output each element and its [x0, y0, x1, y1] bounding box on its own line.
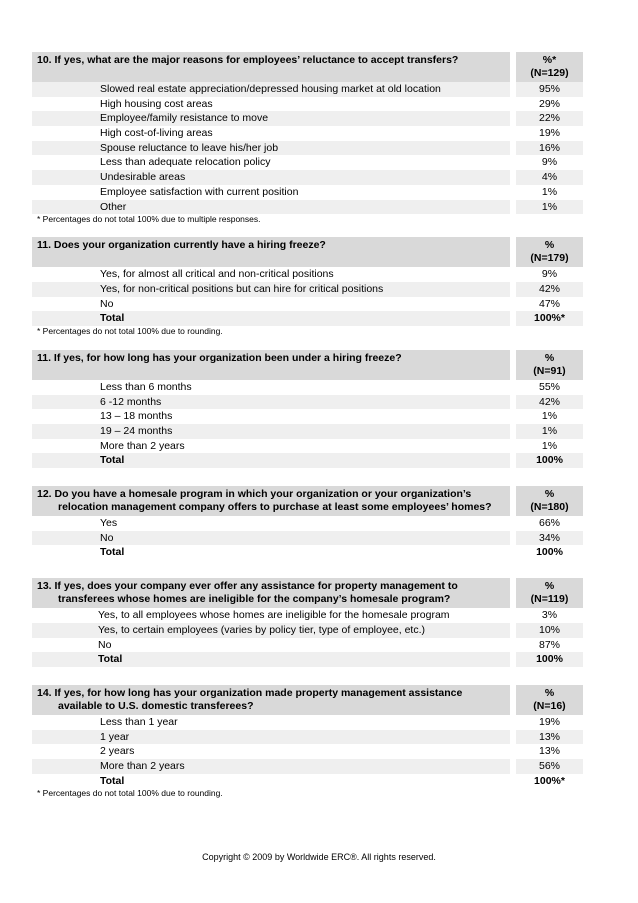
row-value: 9%: [541, 268, 558, 281]
row-label: 6 -12 months: [32, 395, 510, 410]
percent-label: %: [544, 488, 555, 501]
question-section-14: [32, 685, 583, 799]
table-row: [32, 97, 583, 112]
row-label: Total: [32, 311, 510, 326]
percent-header: [516, 578, 583, 608]
table-row: [32, 267, 583, 282]
row-label: More than 2 years: [32, 759, 510, 774]
row-label: Slowed real estate appreciation/depressed housing market at old location: [32, 82, 510, 97]
row-value: 19%: [538, 715, 560, 728]
row-value: 1%: [516, 200, 583, 215]
question-header: [32, 350, 583, 380]
question-section-12: [32, 486, 583, 560]
row-label: Total: [100, 774, 125, 787]
table-row-total: [32, 311, 583, 326]
row-label: Less than 6 months: [100, 380, 192, 393]
table-row: [32, 141, 583, 156]
percent-header: [516, 52, 583, 82]
row-value: 42%: [516, 395, 583, 410]
row-value: 1%: [516, 424, 583, 439]
survey-page: [32, 52, 583, 812]
row-value: 42%: [516, 282, 583, 297]
row-value: 1%: [541, 439, 558, 452]
n-label: (N=119): [530, 593, 569, 606]
percent-label: %: [544, 580, 555, 593]
percent-label: %: [544, 686, 555, 699]
row-value: 10%: [516, 623, 583, 638]
row-value: 47%: [538, 297, 560, 310]
row-value: 13%: [538, 745, 560, 758]
table-row: [32, 126, 583, 141]
row-label: Employee satisfaction with current position: [100, 185, 299, 198]
row-label: Other: [32, 200, 510, 215]
table-row: [32, 111, 583, 126]
table-row: [32, 155, 583, 170]
question-section-11: [32, 237, 583, 337]
row-value: 13%: [516, 730, 583, 745]
row-value: 55%: [538, 380, 560, 393]
table-row: [32, 730, 583, 745]
row-label: Total: [100, 546, 125, 559]
table-row-total: [32, 545, 583, 560]
row-value: 34%: [516, 531, 583, 546]
n-label: (N=16): [533, 699, 566, 712]
table-row-total: [32, 652, 583, 667]
question-header: [32, 237, 583, 267]
n-label: (N=179): [530, 252, 569, 265]
question-section-13: [32, 578, 583, 667]
table-row: [32, 715, 583, 730]
question-header: [32, 486, 583, 516]
table-row: [32, 395, 583, 410]
row-label: No: [32, 531, 510, 546]
row-label: Less than adequate relocation policy: [100, 156, 271, 169]
row-label: Undesirable areas: [32, 170, 510, 185]
n-label: (N=180): [530, 501, 569, 514]
row-label: More than 2 years: [100, 439, 185, 452]
percent-header: [516, 350, 583, 380]
percent-label: %: [544, 239, 555, 252]
row-label: 13 – 18 months: [100, 410, 173, 423]
row-label: 1 year: [32, 730, 510, 745]
table-row: [32, 424, 583, 439]
table-row-total: [32, 774, 583, 789]
row-value: 9%: [541, 156, 558, 169]
table-row: [32, 297, 583, 312]
table-row: [32, 82, 583, 97]
question-text: 14. If yes, for how long has your organization made property management assistance available to U.S. domestic transferees?: [32, 685, 510, 715]
row-value: 16%: [516, 141, 583, 156]
question-text: 11. If yes, for how long has your organization been under a hiring freeze?: [32, 350, 510, 380]
question-text: 11. Does your organization currently have a hiring freeze?: [32, 237, 510, 267]
row-value: 19%: [538, 127, 560, 140]
table-row: [32, 170, 583, 185]
row-value: 3%: [541, 609, 558, 622]
row-value: 100%: [516, 453, 583, 468]
footnote: * Percentages do not total 100% due to multiple responses.: [37, 214, 261, 225]
table-row: [32, 516, 583, 531]
n-label: (N=91): [533, 364, 566, 377]
table-row: [32, 531, 583, 546]
row-label: Yes, to all employees whose homes are ineligible for the homesale program: [98, 609, 450, 622]
row-value: 29%: [538, 97, 560, 110]
percent-header: [516, 685, 583, 715]
row-label: No: [100, 297, 114, 310]
question-section-11-followup: [32, 350, 583, 468]
question-text: 13. If yes, does your company ever offer any assistance for property management to transferees whose homes are ineligible for the company’s homesale program?: [32, 578, 510, 608]
table-row: [32, 608, 583, 623]
row-label: Yes, for non-critical positions but can hire for critical positions: [32, 282, 510, 297]
row-label: Spouse reluctance to leave his/her job: [32, 141, 510, 156]
question-text: 10. If yes, what are the major reasons for employees’ reluctance to accept transfers?: [32, 52, 510, 82]
row-label: Yes, to certain employees (varies by policy tier, type of employee, etc.): [32, 623, 510, 638]
row-label: High cost-of-living areas: [100, 127, 213, 140]
copyright-footer: Copyright © 2009 by Worldwide ERC®. All rights reserved.: [202, 852, 436, 862]
table-row: [32, 759, 583, 774]
row-label: Less than 1 year: [100, 715, 178, 728]
row-value: 1%: [541, 410, 558, 423]
footnote: * Percentages do not total 100% due to rounding.: [37, 325, 223, 336]
table-row: [32, 380, 583, 395]
row-value: 22%: [516, 111, 583, 126]
row-value: 56%: [516, 759, 583, 774]
row-value: 87%: [538, 638, 560, 651]
row-label: Employee/family resistance to move: [32, 111, 510, 126]
question-text: 12. Do you have a homesale program in which your organization or your organization’s relocation management company offers to purchase at least some employees’ homes?: [32, 486, 510, 516]
row-value: 100%: [536, 546, 563, 559]
row-value: 100%*: [534, 774, 565, 787]
question-header: [32, 52, 583, 82]
n-label: (N=129): [530, 67, 569, 79]
row-label: 19 – 24 months: [32, 424, 510, 439]
row-value: 1%: [541, 185, 558, 198]
table-row: [32, 623, 583, 638]
question-section-10: [32, 52, 583, 225]
table-row: [32, 185, 583, 200]
table-row: [32, 409, 583, 424]
percent-label: %: [544, 351, 555, 364]
row-label: Yes: [100, 517, 118, 530]
table-row-total: [32, 453, 583, 468]
row-value: 100%*: [516, 311, 583, 326]
percent-header: [516, 486, 583, 516]
table-row: [32, 744, 583, 759]
question-header: [32, 685, 583, 715]
row-label: Total: [32, 652, 510, 667]
percent-header: [516, 237, 583, 267]
row-value: 95%: [516, 82, 583, 97]
table-row: [32, 439, 583, 454]
table-row: [32, 638, 583, 653]
row-label: Yes, for almost all critical and non-critical positions: [100, 268, 334, 281]
row-value: 4%: [516, 170, 583, 185]
percent-label: %*: [542, 54, 557, 66]
row-value: 100%: [516, 652, 583, 667]
row-label: No: [98, 638, 112, 651]
table-row: [32, 200, 583, 215]
table-row: [32, 282, 583, 297]
row-label: High housing cost areas: [100, 97, 213, 110]
row-value: 66%: [538, 517, 560, 530]
row-label: Total: [32, 453, 510, 468]
question-header: [32, 578, 583, 608]
row-label: 2 years: [100, 745, 135, 758]
footnote: * Percentages do not total 100% due to rounding.: [37, 788, 223, 799]
